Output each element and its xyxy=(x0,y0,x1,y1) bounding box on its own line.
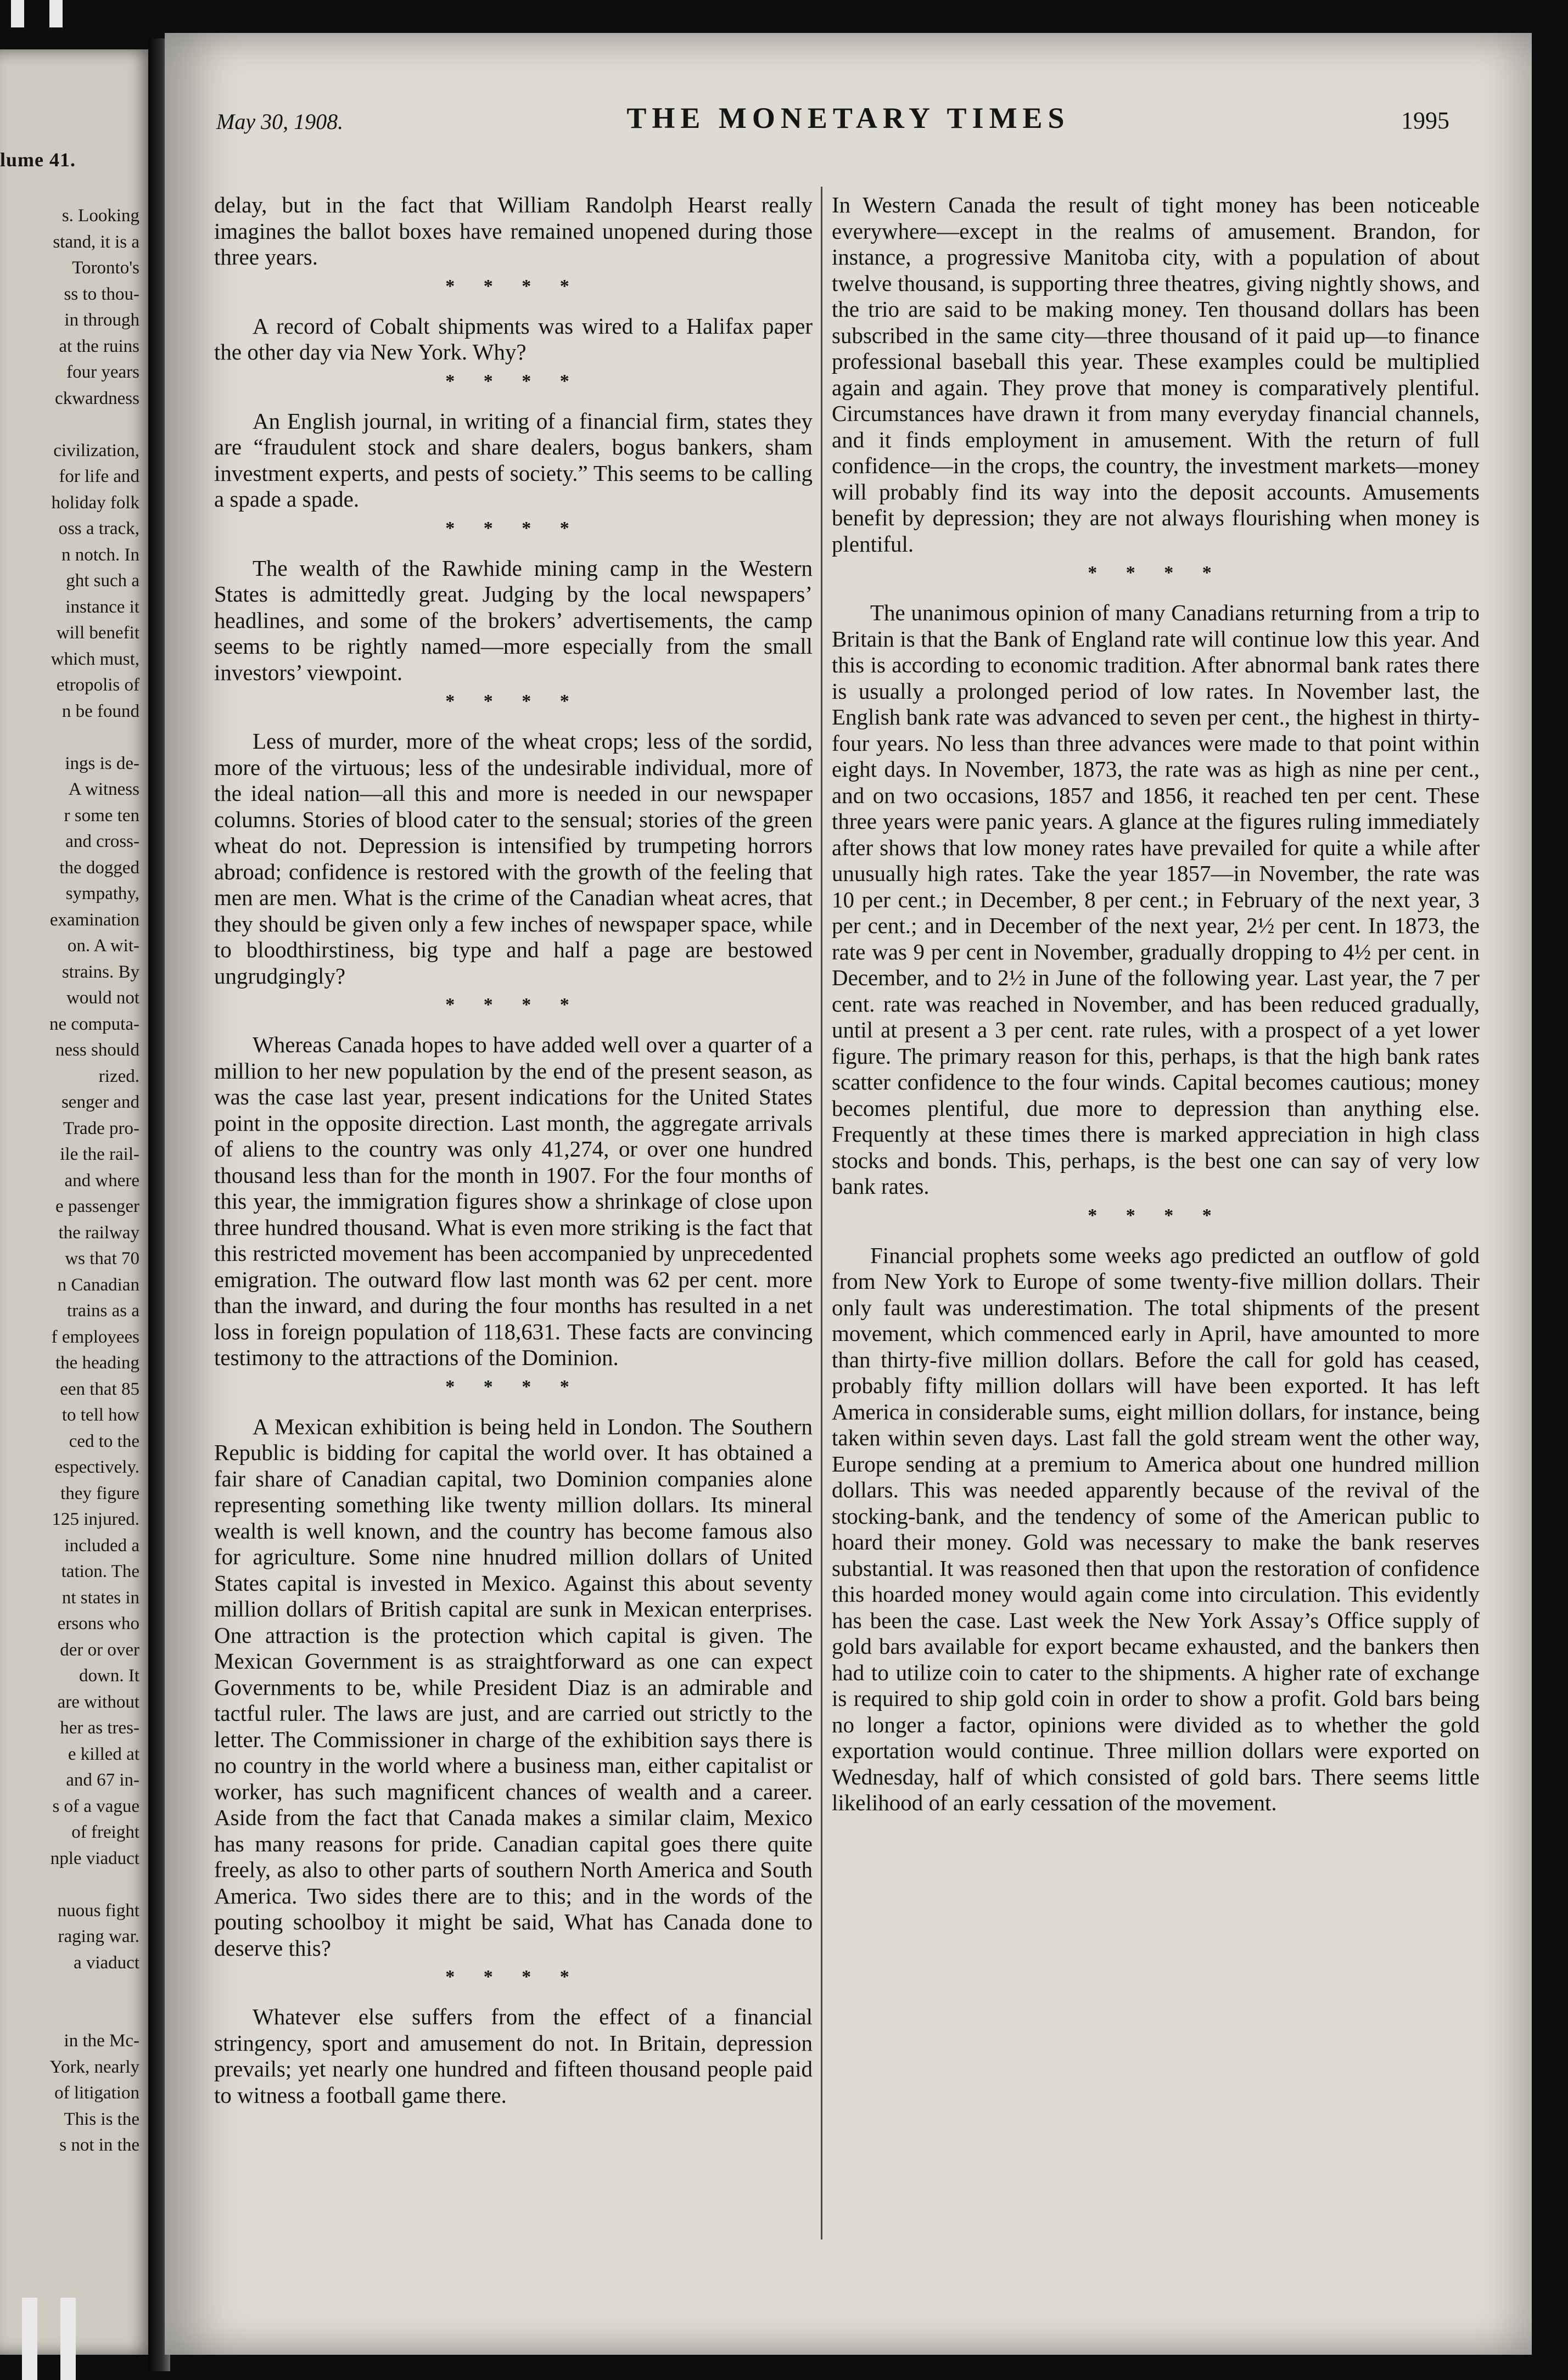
facing-page-line: sympathy, xyxy=(65,884,139,903)
facing-page-line: ile the rail- xyxy=(60,1144,139,1164)
facing-page-line: nple viaduct xyxy=(50,1848,139,1868)
facing-page-line: instance it xyxy=(65,597,139,617)
facing-page-line: the railway xyxy=(58,1222,139,1243)
facing-page-line: stand, it is a xyxy=(53,232,139,252)
facing-page-header: lume 41. xyxy=(0,149,76,171)
article-paragraph: Whatever else suffers from the effect of a financial stringency, sport and amusement do not. In Britain, depression prevails; yet nearly one hundred and fifteen thousand people paid to witness a football game there. xyxy=(214,2004,813,2108)
facing-page-line: e passenger xyxy=(55,1197,139,1216)
facing-page-strip xyxy=(0,49,154,2355)
article-paragraph: Whereas Canada hopes to have added well over a quarter of a million to her new population by the end of the present season, as was the case last year, present indications for the United States point in the opposite direction. Last month, the aggregate arrivals of aliens to the country was only 41,274, or over one hundred thousand less than for the month in 1907. For the four months of this year, the immigration figures show a shrinkage of close upon three hundred thousand. What is even more striking is the fact that this restricted movement has been accompanied by unprecedented emigration. The outward flow last month was 62 per cent. more than the inward, and during the four months has resulted in a net loss in foreign population of 118,631. These facts are convincing testimony to the attractions of the Dominion. xyxy=(214,1032,813,1370)
facing-page-line: een that 85 xyxy=(60,1379,139,1399)
facing-page-line: four years xyxy=(66,362,139,382)
facing-page-line: espectively. xyxy=(54,1457,139,1477)
publication-title: THE MONETARY TIMES xyxy=(626,102,1070,134)
facing-page-line: nuous fight xyxy=(57,1900,139,1921)
facing-page-line: ings is de- xyxy=(65,753,139,773)
section-separator: * * * * xyxy=(445,518,581,538)
left-column xyxy=(214,192,813,2108)
facing-page-line: ness should xyxy=(55,1040,139,1060)
facing-page-line: r some ten xyxy=(64,805,139,826)
section-separator: * * * * xyxy=(445,691,581,711)
facing-page-line: in through xyxy=(64,310,139,330)
facing-page-line: her as tres- xyxy=(60,1718,139,1738)
facing-page-line: f employees xyxy=(51,1327,139,1347)
facing-page-line: ss to thou- xyxy=(64,284,139,304)
facing-page-line: s not in the xyxy=(59,2135,139,2155)
section-separator: * * * * xyxy=(445,995,581,1015)
facing-page-line: in the Mc- xyxy=(64,2031,139,2051)
article-paragraph: The wealth of the Rawhide mining camp in the Western States is admittedly great. Judging by the local newspapers’ headlines, and some of the brokers’ advertisements, the camp seems to be rightly named—more especially from the small investors’ viewpoint. xyxy=(214,555,813,685)
facing-page-line: would not xyxy=(66,988,139,1008)
facing-page-line: n be found xyxy=(61,701,139,721)
facing-page-line: oss a track, xyxy=(58,519,139,538)
facing-page-line: n notch. In xyxy=(61,545,139,565)
facing-page-line: for life and xyxy=(59,467,139,486)
article-paragraph: An English journal, in writing of a financial firm, states they are “fraudulent stock and share dealers, bogus bankers, sham investment experts, and pests of society.” This seems to be calling a spade a spade. xyxy=(214,408,813,512)
section-separator: * * * * xyxy=(1088,1205,1224,1226)
section-separator: * * * * xyxy=(445,371,581,391)
facing-page-line: included a xyxy=(64,1535,139,1556)
facing-page-line: which must, xyxy=(51,649,139,669)
facing-page-line: civilization, xyxy=(53,440,139,461)
facing-page-line: and 67 in- xyxy=(66,1770,139,1790)
facing-page-line: York, nearly xyxy=(49,2057,139,2077)
facing-page-line: ersons who xyxy=(57,1614,139,1634)
issue-date: May 30, 1908. xyxy=(216,109,344,134)
facing-page-line: s. Looking xyxy=(61,206,139,226)
article-paragraph: In Western Canada the result of tight money has been noticeable everywhere—except in the realms of amusement. Brandon, for instance, a progressive Manitoba city, with a population of about twelve thousand, is supporting three theatres, giving nightly shows, and the trio are said to be making money. Ten thousand dollars has been subscribed in the same city—three thousand of it paid up—to finance professional baseball this year. These examples could be multiplied again and again. They prove that money is comparatively plentiful. Circumstances have drawn it from many everyday financial channels, and it finds employment in amusement. With the return of full confidence—in the crops, the country, the investment markets—money will probably find its way into the deposit accounts. Amusements benefit by depression; they are not always flourishing when money is plentiful. xyxy=(832,192,1480,557)
facing-page-line: of litigation xyxy=(54,2083,139,2103)
facing-page-line: Trade pro- xyxy=(63,1118,139,1138)
article-paragraph: Less of murder, more of the wheat crops; less of the sordid, more of the virtuous; less of the undesirable individual, more of the ideal nation—all this and more is needed in our newspaper columns. Stories of blood cater to the sensual; stories of the green wheat do not. Depression is intensified by trumpeting horrors abroad; confidence is restored with the growth of the feeling that men are men. What is the crime of the Canadian wheat acres, that they should be given only a few inches of newspaper space, while to bloodthirstiness, big type and half a page are bestowed ungrudgingly? xyxy=(214,728,813,989)
facing-page-line: A witness xyxy=(68,779,139,799)
facing-page-line: This is the xyxy=(64,2109,139,2129)
facing-page-line: senger and xyxy=(61,1092,139,1112)
section-separator: * * * * xyxy=(1088,563,1224,583)
facing-page-line: ws that 70 xyxy=(65,1249,139,1268)
facing-page-line: trains as a xyxy=(67,1301,139,1321)
facing-page-line: der or over xyxy=(60,1640,139,1660)
facing-page-line: and where xyxy=(64,1170,139,1191)
facing-page-line: the heading xyxy=(55,1353,139,1373)
facing-page-line: n Canadian xyxy=(57,1275,139,1295)
facing-page-line: ckwardness xyxy=(55,388,139,408)
facing-page-line: and cross- xyxy=(65,832,139,851)
facing-page-line: Toronto's xyxy=(72,258,139,278)
column-rule xyxy=(821,187,822,2239)
facing-page-line: ced to the xyxy=(69,1431,139,1451)
facing-page-line: down. It xyxy=(79,1666,139,1686)
facing-page-line: rized. xyxy=(98,1066,139,1086)
film-edge-marks-top xyxy=(11,0,77,27)
newspaper-page xyxy=(165,33,1532,2355)
facing-page-line: to tell how xyxy=(61,1405,139,1425)
right-column xyxy=(832,192,1480,1816)
facing-page-line: etropolis of xyxy=(56,675,139,695)
page-number: 1995 xyxy=(1401,107,1449,134)
facing-page-line: tation. The xyxy=(61,1562,139,1581)
facing-page-line: of freight xyxy=(71,1822,139,1842)
article-paragraph: Financial prophets some weeks ago predicted an outflow of gold from New York to Europe of some twenty-five million dollars. Their only fault was underestimation. The total shipments of the present movement, which commenced early in April, have amounted to more than thirty-five million dollars. Before the call for gold has ceased, probably fifty million dollars will have been exported. It has left America in considerable sums, eight million dollars, for instance, being taken within seven days. Last fall the gold stream went the other way, Europe sending at a premium to America about one hundred million dollars. This was needed apparently because of the revival of the stocking-bank, and the tendency of some of the American public to hoard their money. Gold was necessary to make the bank reserves substantial. It was reasoned then that upon the restoration of confidence this hoarded money would again come into circulation. This evidently has been the case. Last week the New York Assay’s Office supply of gold bars available for export became exhausted, and the bankers then had to utilize coin to cater to the shipments. A higher rate of exchange is required to ship gold coin in order to show a profit. Gold bars being no longer a factor, opinions were divided as to whether the gold exportation would continue. Three million dollars were exported on Wednesday, half of which consisted of gold bars. There seems little likelihood of an early cessation of the movement. xyxy=(832,1242,1480,1815)
facing-page-line: will benefit xyxy=(56,623,139,643)
facing-page-line: ne computa- xyxy=(49,1014,139,1034)
facing-page-line: on. A wit- xyxy=(67,936,139,956)
facing-page-line: nt states in xyxy=(61,1587,139,1608)
film-edge-marks-bottom xyxy=(22,2270,88,2380)
article-paragraph: delay, but in the fact that William Randolph Hearst really imagines the ballot boxes have remained unopened during those three years. xyxy=(214,192,813,270)
facing-page-line: strains. By xyxy=(61,962,139,982)
article-paragraph: A record of Cobalt shipments was wired to a Halifax paper the other day via New York. Why? xyxy=(214,313,813,364)
facing-page-line: holiday folk xyxy=(51,492,139,513)
facing-page-line: e killed at xyxy=(68,1744,139,1764)
section-separator: * * * * xyxy=(445,1376,581,1397)
running-head xyxy=(187,99,1510,143)
facing-page-line: are without xyxy=(57,1692,139,1712)
facing-page-line: s of a vague xyxy=(52,1796,139,1816)
section-separator: * * * * xyxy=(445,1967,581,1987)
article-paragraph: A Mexican exhibition is being held in London. The Southern Republic is bidding for capital the world over. It has obtained a fair share of Canadian capital, two Dominion companies alone representing something like twenty million dollars. Its mineral wealth is well known, and the country has become famous also for agriculture. Some nine hnudred million dollars of United States capital is invested in Mexico. Against this about seventy million dollars of British capital are sunk in Mexican enterprises. One attraction is the protection which capital is given. The Mexican Government is as straightforward as one can expect Governments to be, while President Diaz is an admirable and tactful ruler. The laws are just, and are carried out strictly to the letter. The Commissioner in charge of the exhibition says there is no country in the world where a business man, either capitalist or worker, has such magnificent chances of wealth and a career. Aside from the fact that Canada makes a similar claim, Mexico has many reasons for pride. Canadian capital goes there quite freely, as also to other parts of southern North America and South America. Two sides there are to this; and in the words of the pouting schoolboy it might be said, What has Canada done to deserve this? xyxy=(214,1413,813,1961)
facing-page-line: 125 injured. xyxy=(52,1509,139,1529)
facing-page-line: ght such a xyxy=(66,571,139,591)
facing-page-line: raging war. xyxy=(58,1927,139,1946)
facing-page-line: the dogged xyxy=(59,857,139,878)
facing-page-line: examination xyxy=(49,910,139,930)
facing-page-line: they figure xyxy=(60,1483,139,1503)
facing-page-line: at the ruins xyxy=(59,336,139,356)
facing-page-line: a viaduct xyxy=(73,1952,139,1973)
article-paragraph: The unanimous opinion of many Canadians returning from a trip to Britain is that the Bank of England rate will continue low this year. And this is according to economic tradition. After abnormal bank rates there is usually a prolonged period of low rates. In November last, the English bank rate was advanced to seven per cent., the highest in thirty-four years. No less than three advances were made to that point within eight days. In November, 1873, the rate was as high as nine per cent., and on two occasions, 1857 and 1856, it reached ten per cent. These three years were panic years. A glance at the figures ruling immediately after shows that low money rates have prevailed for quite a while after unusually high rates. Take the year 1857—in November, the rate was 10 per cent.; in December, 8 per cent.; in February of the next year, 3 per cent.; and in December of the next year, 2½ per cent. In 1873, the rate was 9 per cent in November, gradually dropping to 4½ per cent. in December, and to 2½ in June of the following year. Last year, the 7 per cent. rate was reached in November, and has been reduced gradually, until at present a 3 per cent. rate rules, with a prospect of a yet lower figure. The primary reason for this, perhaps, is that the high bank rates scatter confidence to the four winds. Capital becomes cautious; money becomes plentiful, due more to depression than anything else. Frequently at these times there is marked appreciation in high class stocks and bonds. This, perhaps, is the best one can say of very low bank rates. xyxy=(832,600,1480,1199)
section-separator: * * * * xyxy=(445,276,581,296)
